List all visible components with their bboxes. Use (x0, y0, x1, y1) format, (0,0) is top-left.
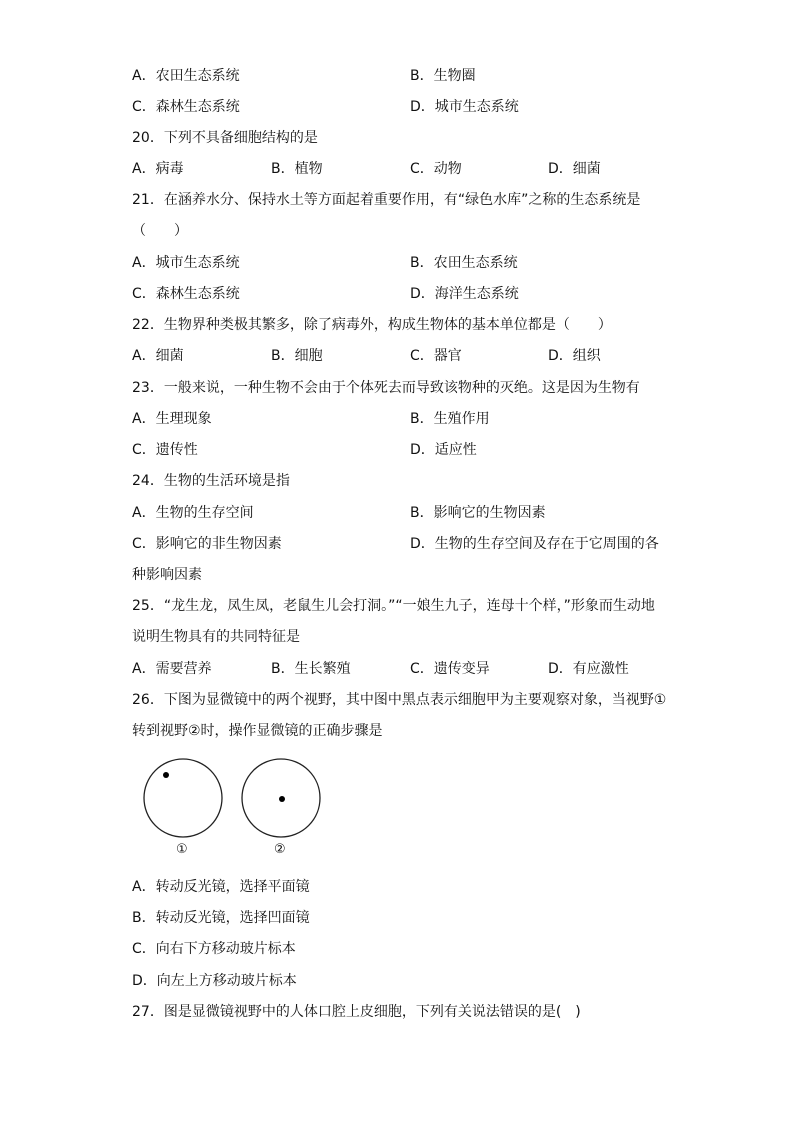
q25-stem-line-2: 说明生物具有的共同特征是 (132, 629, 300, 645)
field-of-view-1-label: ① (176, 842, 188, 857)
q24-option-b: B．影响它的生物因素 (410, 505, 546, 521)
q26-stem-line-1: 26．下图为显微镜中的两个视野，其中图中黑点表示细胞甲为主要观察对象，当视野① (132, 692, 667, 708)
field-of-view-2-dot (279, 796, 285, 802)
q22-option-b: B．细胞 (271, 348, 323, 364)
q24-option-c: C．影响它的非生物因素 (132, 536, 282, 552)
q19-option-d: D．城市生态系统 (410, 99, 519, 115)
q23-option-c: C．遗传性 (132, 442, 198, 458)
q23-option-a: A．生理现象 (132, 411, 212, 427)
q19-option-c: C．森林生态系统 (132, 99, 240, 115)
q21-option-b: B．农田生态系统 (410, 255, 518, 271)
q20-option-b: B．植物 (271, 161, 323, 177)
q23-option-b: B．生殖作用 (410, 411, 490, 427)
q21-option-a: A．城市生态系统 (132, 255, 240, 271)
q21-stem-line-2: （ ） (132, 223, 188, 239)
q26-option-a: A．转动反光镜，选择平面镜 (132, 879, 310, 895)
q23-option-d: D．适应性 (410, 442, 477, 458)
q22-stem: 22．生物界种类极其繁多，除了病毒外，构成生物体的基本单位都是（ ） (132, 317, 612, 333)
q26-stem-line-2: 转到视野②时，操作显微镜的正确步骤是 (132, 723, 383, 739)
q25-option-d: D．有应激性 (548, 661, 629, 677)
q24-option-d-line-1: D．生物的生存空间及存在于它周围的各 (410, 536, 659, 552)
q24-option-d-line-2: 种影响因素 (132, 567, 202, 583)
q20-option-d: D．细菌 (548, 161, 601, 177)
q21-option-d: D．海洋生态系统 (410, 286, 519, 302)
q22-option-c: C．器官 (410, 348, 462, 364)
q25-option-a: A．需要营养 (132, 661, 212, 677)
field-of-view-2-label: ② (274, 842, 286, 857)
q25-option-b: B．生长繁殖 (271, 661, 351, 677)
field-of-view-1-circle (144, 759, 222, 837)
q21-option-c: C．森林生态系统 (132, 286, 240, 302)
q20-stem: 20．下列不具备细胞结构的是 (132, 130, 318, 146)
q23-stem: 23．一般来说，一种生物不会由于个体死去而导致该物种的灭绝。这是因为生物有 (132, 380, 640, 396)
q26-option-c: C．向右下方移动玻片标本 (132, 941, 296, 957)
q27-stem: 27．图是显微镜视野中的人体口腔上皮细胞，下列有关说法错误的是( ) (132, 1004, 581, 1020)
q24-option-a: A．生物的生存空间 (132, 505, 254, 521)
q19-option-a: A．农田生态系统 (132, 68, 240, 84)
q25-option-c: C．遗传变异 (410, 661, 490, 677)
field-of-view-1-dot (163, 772, 169, 778)
q21-stem-line-1: 21．在涵养水分、保持水土等方面起着重要作用，有“绿色水库”之称的生态系统是 (132, 192, 641, 208)
q25-stem-line-1: 25．“龙生龙，凤生凤，老鼠生儿会打洞。”“一娘生九子，连母十个样，”形象而生动地 (132, 598, 655, 614)
microscope-fields-figure (136, 754, 336, 844)
q26-option-d: D．向左上方移动玻片标本 (132, 973, 297, 989)
q22-option-a: A．细菌 (132, 348, 184, 364)
q20-option-c: C．动物 (410, 161, 462, 177)
q22-option-d: D．组织 (548, 348, 601, 364)
q24-stem: 24．生物的生活环境是指 (132, 473, 290, 489)
q26-option-b: B．转动反光镜，选择凹面镜 (132, 910, 310, 926)
q20-option-a: A．病毒 (132, 161, 184, 177)
q19-option-b: B．生物圈 (410, 68, 476, 84)
